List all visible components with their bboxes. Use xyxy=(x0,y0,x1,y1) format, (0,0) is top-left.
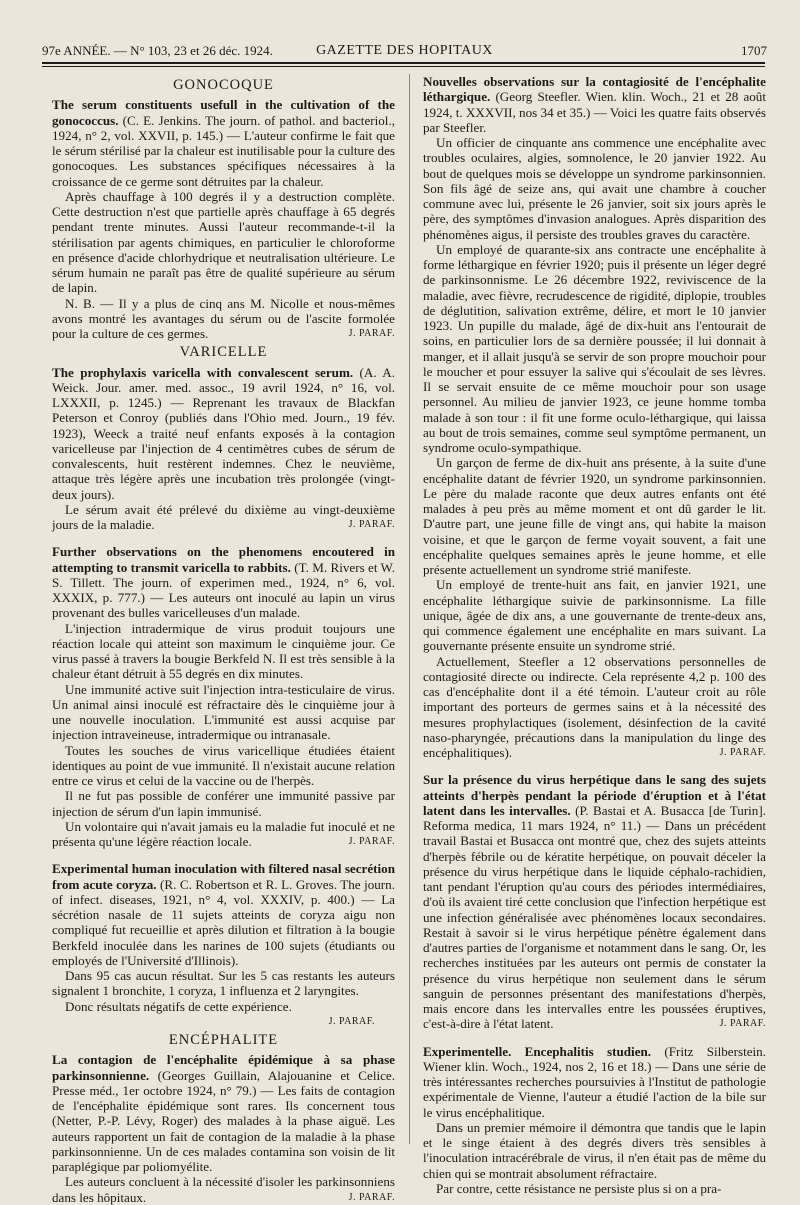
article-reference: (T. M. Rivers et W. S. Tillett. The journ. of experimen med., 1924, n° 6, vol. XXXIX, p. 777.) — xyxy=(52,559,395,605)
journal-title: GAZETTE DES HOPITAUX xyxy=(316,43,493,58)
author-signature: J. PARAF. xyxy=(328,1015,375,1027)
author-signature: J. PARAF. xyxy=(348,836,395,847)
article-paragraph: Un employé de trente-huit ans fait, en janvier 1921, une encéphalite léthargique suivie de parkinsonnisme. La fille unique, âgée de dix ans, a une gouvernante de trente-deux ans, qui commence également une encéphalite en mars suivant. La gouvernante présente ensuite un syndrome strié. xyxy=(423,577,766,654)
article-paragraph: Dans un premier mémoire il démontra que tandis que le lapin et le singe étaient à des degrés divers très sensibles à l'inoculation intracérébrale de virus, il n'en était pas de même du chien qui se montrait absolument réfractaire. xyxy=(423,1119,766,1181)
running-header xyxy=(42,42,767,60)
column-separator xyxy=(409,74,410,1144)
header-rule-thick xyxy=(42,62,765,64)
article-title: Sur la présence du virus herpétique dans le sang des sujets atteints d'herpès pendant la période d'éruption et à l'état latent dans les intervalles. xyxy=(423,772,766,818)
article-paragraph: Une immunité active suit l'injection intra-testiculaire de virus. Un animal ainsi inoculé est réfractaire dès le cinquième jour à une nouvelle inoculation. L'immunité est aussi acquise par injection intraveineuse, intradermique ou intranasale. xyxy=(52,681,395,743)
author-signature: J. PARAF. xyxy=(348,1191,395,1203)
author-signature: J. PARAF. xyxy=(348,328,395,339)
article-paragraph: Il ne fut pas possible de conférer une immunité passive par injection de sérum d'un lapin immunisé. xyxy=(52,788,395,819)
article-coryza-inoculation xyxy=(52,861,395,968)
article-encephalitis-contagion xyxy=(52,1052,395,1174)
left-column xyxy=(52,74,396,1205)
article-paragraph: Un garçon de ferme de dix-huit ans présente, à la suite d'une encéphalite datant de février 1920, un syndrome parkinsonnien. Le père du malade raconte que deux autres enfants ont été malades à peu près au même moment et ont dû garder le lit. D'autre part, une jeune fille de vingt ans, qui habite la maison voisine, et que le garçon de ferme voyait souvent, a fait une encéphalite quelques semaines après le jeune homme, et elle présente actuellement un syndrome strié manifeste. xyxy=(423,455,766,577)
article-paragraph: N. B. — Il y a plus de cinq ans M. Nicolle et nous-mêmes avons montré les avantages du sérum ou de l'ascite formolée pour la culture de ces germes. J. PARAF. xyxy=(52,295,395,341)
article-reference: (Georg Steefler. Wien. klin. Woch., 21 et 28 août 1924, t. XXXVII, nos 34 et 35.) — xyxy=(423,89,766,120)
article-varicella-rabbits xyxy=(52,544,395,620)
article-varicella-prophylaxis xyxy=(52,365,395,502)
article-encephalitis-contagiosity xyxy=(423,74,766,135)
article-title: Experimentelle. Encephalitis studien. xyxy=(423,1043,652,1059)
author-signature: J. PARAF. xyxy=(719,747,766,758)
article-paragraph: Un officier de cinquante ans commence une encéphalite avec troubles oculaires, algies, somnolence, le 20 janvier 1922. Au bout de quelques mois se développe un syndrome parkinsonnien. Son fils âgé de seize ans, qui avait une chambre à coucher commune avec lui, présente le 26 janvier, soit six jours après le père, des symptômes d'invasion analogues. Après disparition des phénomènes aigus, il persiste des troubles graves du caractère. xyxy=(423,135,766,242)
article-reference: (P. Bastai et A. Busacca [de Turin]. Reforma medica, 11 mars 1924, n° 11.) — xyxy=(423,802,766,833)
section-heading-gonocoque: GONOCOQUE xyxy=(173,77,274,93)
article-body: Reprenant les travaux de Blackfan Peterson et Conroy (publiés dans l'Ohio med. Journ., 19 fév. 1923), Weeck a traité neuf enfants exposés à la contagion varicelleuse par l'injection de 4 centimètres cubes de sérum de convalescents, huit restèrent indemnes. Chez le neuvième, attaque très légère après une incubation très prolongée (vingt-deux jours). xyxy=(52,395,395,502)
article-body: Dans un précédent travail Bastai et Busacca ont montré que, chez des sujets atteints d'herpès fébrile ou de kératite herpétique, on pouvait déceler la présence du virus herpétique dans le liquide céphalo-rachidien, tant pendant l'éruption qu'au cours des périodes intermédiaires, d'où ils avaient tiré cette conclusion que l'infection herpétique est une infection généralisée avec phénomènes locaux secondaires. Restait à savoir si le virus herpétique pénètre également dans d'autres parties de l'organisme et notamment dans le sang. Or, les recherches instituées par les auteurs ont permis de constater la présence du virus herpétique non seulement dans le sérum sanguin de personnes présentant des manifestations d'herpès, mais encore dans les intervalles entre les poussées éruptives, c'est-à-dire à l'état latent. xyxy=(423,818,766,1032)
article-gonococcus-serum xyxy=(52,97,395,189)
article-reference: (A. A. Weick. Jour. amer. med. assoc., 19 avril 1924, n° 16, vol. LXXXII, p. 1245.) — xyxy=(52,364,395,410)
article-paragraph: Dans 95 cas aucun résultat. Sur les 5 cas restants les auteurs signalent 1 bronchite, 1 coryza, 1 influenza et 2 laryngites. xyxy=(52,968,395,999)
author-signature: J. PARAF. xyxy=(719,1018,766,1030)
right-column xyxy=(423,74,766,1196)
article-paragraph: Les auteurs concluent à la nécessité d'isoler les parkinsonniens dans les hôpitaux. J. PARAF. xyxy=(52,1174,395,1205)
article-reference: (Georges Guillain, Alajouanine et Celice. Presse méd., 1er octobre 1924, n° 79.) — xyxy=(52,1067,395,1098)
article-title: Further observations on the phenomens encoutered in attempting to transmit varicella to rabbits. xyxy=(52,544,395,575)
article-paragraph: Le sérum avait été prélevé du dixième au vingt-deuxième jours de la maladie. J. PARAF. xyxy=(52,501,395,532)
article-body: La sécrétion nasale de 11 sujets atteints de coryza aigu non compliqué fut recueillie et après dilution et filtration à la bougie Berkfeld inoculée dans les narines de 100 sujets (étudiants ou employés de l'Université d'Illinois). xyxy=(52,891,395,968)
article-title: Nouvelles observations sur la contagiosité de l'encéphalite léthargique. xyxy=(423,74,766,105)
article-title: The prophylaxis varicella with convalescent serum. xyxy=(52,364,354,380)
section-heading-varicelle: VARICELLE xyxy=(179,344,268,361)
article-title: La contagion de l'encéphalite épidémique à sa phase parkinsonnienne. xyxy=(52,1052,395,1083)
article-body: Voici les quatre faits observés par Steefler. xyxy=(423,104,766,135)
article-reference: (Fritz Silberstein. Wiener klin. Woch., 1924, nos 2, 16 et 18.) — xyxy=(423,1043,766,1074)
article-title: Experimental human inoculation with filtered nasal secrétion from acute coryza. xyxy=(52,861,395,892)
article-paragraph: Actuellement, Steefler a 12 observations personnelles de contagiosité directe ou indirecte. Cela représente 4,2 p. 100 des cas d'encéphalite dont il a été témoin. L'auteur croit au rôle important des porteurs de germes sains et à la nécessité des mesures prophylactiques (isolement, désinfection de la cavité naso-pharyngée, précautions dans la manipulation du linge des encéphalitiques). J. PARAF. xyxy=(423,653,766,760)
article-paragraph: Toutes les souches de virus varicellique étudiées étaient identiques au point de vue immunité. Il n'existait aucune relation entre ce virus et celui de la vaccine ou de l'herpès. xyxy=(52,742,395,788)
article-paragraph: L'injection intradermique de virus produit toujours une réaction locale qui atteint son maximum le cinquième jour. Ce virus passé à travers la bougie Berkfeld N. Il est très sensible à la chaleur étant détruit à 55 degrés en dix minutes. xyxy=(52,620,395,682)
article-paragraph: Donc résultats négatifs de cette expérience. xyxy=(65,998,292,1014)
article-experimental-encephalitis xyxy=(423,1044,766,1120)
section-heading-encephalite: ENCÉPHALITE xyxy=(168,1032,279,1048)
page-number: 1707 xyxy=(741,43,767,58)
article-body: Les faits de contagion de l'encéphalite épidémique sont rares. Ils concernent tous (Netter, P.-P. Lévy, Roger) des malades à la phase aiguë. Les auteurs rapportent un fait de contagion de la maladie à la phase parkinsonnienne. Un de ces malades contamina son voisin de lit paraplégique par poliomyélite. xyxy=(52,1082,396,1174)
header-rule-thin xyxy=(42,66,765,67)
issue-info: 97e ANNÉE. — N° 103, 23 et 26 déc. 1924. xyxy=(42,43,273,58)
article-paragraph: Un volontaire qui n'avait jamais eu la maladie fut inoculé et ne présenta qu'une légère réaction locale. J. PARAF. xyxy=(52,818,395,849)
author-signature: J. PARAF. xyxy=(348,519,395,530)
article-body: Les auteurs ont inoculé au lapin un virus provenant des bulles varicelleuses d'un malade. xyxy=(52,590,395,621)
article-title: The serum constituents usefull in the cultivation of the gonococcus. xyxy=(52,97,395,128)
article-body: L'auteur confirme le fait que le sérum stérilisé par la chaleur est inutilisable pour la culture des gonocoques. Les substances spécifiques nécessaires à la croissance de ce germe sont détruites par la chaleur. xyxy=(52,127,395,189)
article-paragraph: Après chauffage à 100 degrés il y a destruction complète. Cette destruction n'est que partielle après chauffage à 65 degrés pendant trente minutes. Aussi l'auteur recommande-t-il la stérilisation par agents chimiques, en particulier le chloroforme en présence d'acide chlorhydrique et neutralisation ultérieure. Le sérum humain ne paraît pas être de qualité supérieure au sérum de lapin. xyxy=(52,188,395,296)
article-herpes-virus-blood xyxy=(423,772,766,1031)
article-reference: (C. E. Jenkins. The journ. of pathol. and bacteriol., 1924, n° 2, vol. XXVII, p. 145.) — xyxy=(52,112,395,143)
article-body: Dans une série de très intéressantes recherches poursuivies à l'Institut de pathologie expérimentale de Vienne, l'auteur a étudié l'action de la bile sur le virus encéphalitique. xyxy=(423,1058,766,1120)
article-paragraph: Par contre, cette résistance ne persiste plus si on a pra- xyxy=(436,1180,722,1196)
article-paragraph: Un employé de quarante-six ans contracte une encéphalite à forme léthargique en février 1920; puis il présente un léger degré de parkinsonnisme. Le 26 décembre 1922, reviviscence de la maladie, avec fièvre, recrudescence de rigidité, diplopie, troubles de déglutition, salivation extrême, délire, et mort le 10 janvier 1923. Un pupille du malade, âgé de dix-huit ans l'entourait de soins, en particulier lors de sa dernière poussée; il lui donnait à manger, et il allait jusqu'à se servir de son propre mouchoir pour le moucher et pour essuyer la salive qui s'écoulait de ses lèvres. Il se servait ensuite de ce même mouchoir pour son usage personnel. Au milieu de janvier 1923, ce jeune homme tomba malade à son tour : il fit une forme oculo-léthargique, qui laissa au bout de trois semaines, comme seul symptôme permanent, un syndrome oculo-sympathique. xyxy=(423,241,766,455)
article-reference: (R. C. Robertson et R. L. Groves. The journ. of infect. diseases, 1921, n° 4, vol. XXXIV, p. 400.) — xyxy=(52,876,395,907)
